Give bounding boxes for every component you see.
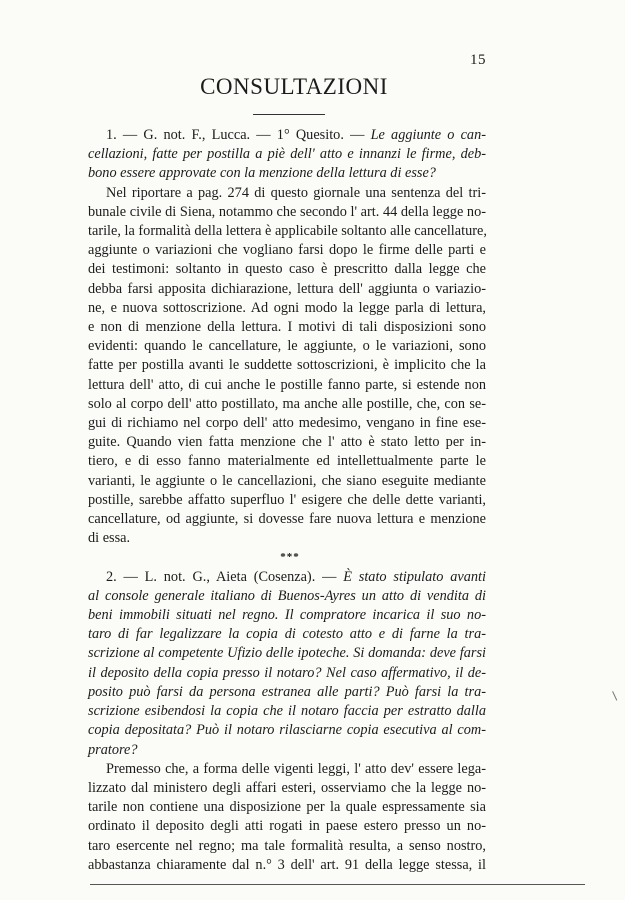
question-text: taro di far legalizzare la copia di cotesto atto e di farne la tra- bbox=[88, 626, 486, 643]
answer-line: ordinato il deposito degli atti rogati in paese estero presso un no- bbox=[88, 818, 486, 835]
question-line bbox=[88, 721, 486, 740]
question-heading: 1. — G. not. F., Lucca. — 1° Quesito. — bbox=[106, 127, 371, 143]
answer-line: tiero, e di esso fanno materialmente ed intellettualmente parte le bbox=[88, 453, 486, 470]
question-text: beni immobili situati nel regno. Il compratore incarica il suo no- bbox=[88, 607, 486, 624]
question-text: scrizione esibendosi la copia che il notaro faccia per estratto dalla bbox=[88, 703, 486, 720]
question-text: al console generale italiano di Buenos-Ayres un atto di vendita di bbox=[88, 587, 486, 604]
page-title: CONSULTAZIONI bbox=[200, 74, 388, 99]
answer-line: dei testimoni: soltanto in questo caso è prescritto dalla legge che bbox=[88, 261, 486, 278]
answer-line: bunale civile di Siena, notammo che secondo l' art. 44 della legge no- bbox=[88, 203, 486, 220]
question-text: copia depositata? Può il notaro rilasciarne copia esecutiva al com- bbox=[88, 722, 486, 739]
question-line bbox=[88, 644, 486, 663]
answer-line: tarile, la formalità della lettera è applicabile soltanto alle cancellature, bbox=[88, 223, 487, 240]
question-text: bono essere approvate con la menzione della lettura di esse? bbox=[88, 165, 436, 182]
question-line bbox=[88, 164, 486, 183]
answer-line: solo al corpo dell' atto postillato, ma anche alle postille, che, con se- bbox=[88, 395, 486, 412]
answer-line: evidenti: quando le cancellature, le aggiunte, o le variazioni, sono bbox=[88, 338, 486, 355]
answer-line: Nel riportare a pag. 274 di questo giornale una sentenza del tri- bbox=[106, 184, 486, 201]
question-line bbox=[88, 587, 486, 606]
answer-line: guite. Quando vien fatta menzione che l' atto è stato letto per in- bbox=[88, 434, 486, 451]
answer-line: varianti, le aggiunte o le cancellazioni, che siano eseguite mediante bbox=[88, 472, 486, 489]
section-separator: *** bbox=[280, 551, 300, 564]
answer-line: ne, e nuova sottoscrizione. Ad ogni modo la legge parla di lettura, bbox=[88, 299, 486, 316]
answer-line: abbastanza chiaramente dal n.° 3 dell' art. 91 della legge stessa, il bbox=[88, 856, 486, 873]
question-line bbox=[88, 606, 486, 625]
consultation-1 bbox=[88, 126, 486, 548]
answer-line: Premesso che, a forma delle vigenti leggi, l' atto dev' essere lega- bbox=[106, 760, 486, 777]
document-body bbox=[88, 126, 486, 875]
question-line bbox=[88, 126, 486, 145]
bottom-rule bbox=[90, 884, 585, 885]
question-line bbox=[88, 568, 486, 587]
question-text: Le aggiunte o can- bbox=[370, 127, 486, 143]
answer-line: gui di richiamo nel corpo dell' atto medesimo, vengano in fine ese- bbox=[88, 415, 486, 432]
question-text: cellazioni, fatte per postilla a piè dell' atto e innanzi le firme, deb- bbox=[88, 146, 486, 163]
page-number: 15 bbox=[470, 52, 486, 68]
answer-line: postille, sarebbe affatto superfluo l' esigere che delle dette varianti, bbox=[88, 491, 486, 508]
question-text: il deposito della copia presso il notaro? Nel caso affermativo, il de- bbox=[88, 664, 486, 681]
title-divider bbox=[253, 114, 325, 115]
question-line bbox=[88, 625, 486, 644]
answer-line: tarile non contiene una disposizione per la quale espressamente sia bbox=[88, 799, 486, 816]
margin-mark bbox=[612, 689, 621, 700]
answer-line: aggiunte o variazioni che vogliano farsi dopo le firme delle parti e bbox=[88, 242, 486, 259]
question-line bbox=[88, 664, 486, 683]
answer-line: fatte per postilla avanti le suddette sottoscrizioni, è implicito che la bbox=[88, 357, 486, 374]
question-text: posito può farsi da persona estranea alle parti? Può farsi la tra- bbox=[88, 683, 486, 700]
answer-line: cancellature, od aggiunte, si dovesse fare nuova lettura e menzione bbox=[88, 511, 486, 528]
answer-line: debba farsi apposita dichiarazione, lettura dell' aggiunta o variazio- bbox=[88, 280, 486, 297]
question-heading: 2. — L. not. G., Aieta (Cosenza). — bbox=[106, 568, 344, 585]
question-text: scrizione al competente Ufizio delle ipoteche. Si domanda: deve farsi bbox=[88, 645, 486, 662]
question-line bbox=[88, 702, 486, 721]
consultation-1-question bbox=[88, 126, 486, 184]
consultation-2-answer bbox=[88, 760, 486, 875]
answer-line: taro esercente nel regno; ma tale formalità resulta, a senso nostro, bbox=[88, 837, 486, 854]
consultation-2-question bbox=[88, 568, 486, 760]
question-line bbox=[88, 145, 486, 164]
question-line bbox=[88, 683, 486, 702]
answer-line: lizzato dal ministero degli affari esteri, osserviamo che la legge no- bbox=[88, 779, 486, 796]
question-text: È stato stipulato avanti bbox=[343, 568, 486, 585]
answer-line: di essa. bbox=[88, 530, 131, 547]
consultation-1-answer bbox=[88, 184, 486, 549]
consultation-2 bbox=[88, 568, 486, 875]
answer-line: lettura dell' atto, di cui anche le postille fanno parte, si estende non bbox=[88, 376, 486, 393]
question-text: pratore? bbox=[88, 741, 138, 758]
answer-line: e non di menzione della lettura. I motivi di tali disposizioni sono bbox=[88, 319, 486, 336]
question-line bbox=[88, 741, 486, 760]
